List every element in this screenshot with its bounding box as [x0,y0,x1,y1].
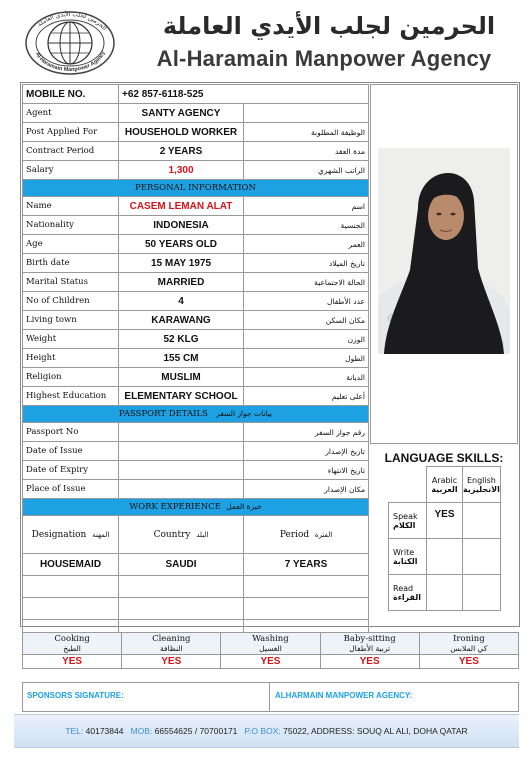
skill-name-arabic: الغسيل [259,643,282,653]
language-row [389,503,501,539]
table-row [23,292,369,311]
table-row [23,273,369,292]
period-label-arabic: الفترة [314,530,333,539]
education-value: ELEMENTARY SCHOOL [119,387,244,406]
skill-washing [221,633,320,655]
tel-label: TEL: [65,726,84,736]
skill-name-arabic: الطبخ [63,643,81,653]
work-experience-heading [23,499,369,516]
write-arabic-value [427,539,463,575]
row-label-arabic: الطول [244,349,369,368]
letterhead [14,6,517,80]
table-row [23,235,369,254]
skill-cleaning [122,633,221,655]
table-row [23,368,369,387]
row-label-arabic: الجنسية [244,216,369,235]
arabic-label-arabic: العربية [431,484,458,494]
country-label-arabic: البلد [196,530,209,539]
table-row [23,142,369,161]
salary-value: 1,300 [119,161,244,180]
row-label: Age [23,235,119,254]
place-of-issue-value [119,480,244,499]
speak-english-value [463,503,501,539]
table-row [23,349,369,368]
sponsor-signature-label: SPONSORS SIGNATURE: [27,691,124,700]
write-english-value [463,539,501,575]
date-of-issue-value [119,442,244,461]
work-heading-english: WORK EXPERIENCE [129,502,221,512]
speak-arabic-value: YES [427,503,463,539]
table-row [23,123,369,142]
applicant-photo [378,148,510,354]
read-label: Read [393,583,414,593]
read-label-arabic: القراءة [393,592,422,602]
skills-values-row [23,655,519,669]
row-label-arabic: الراتب الشهري [244,161,369,180]
arabic-column-header [427,467,463,503]
period-label: Period [279,529,310,540]
speak-row-label [389,503,427,539]
skill-name: Ironing [453,633,485,644]
row-label-arabic: تاريخ الميلاد [244,254,369,273]
personal-info-heading: PERSONAL INFORMATION [23,180,369,197]
language-row [389,575,501,611]
read-row-label [389,575,427,611]
row-label: Religion [23,368,119,387]
section-header [23,180,369,197]
row-label-arabic: اسم [244,197,369,216]
mob-label: MOB: [130,726,153,736]
globe-logo-icon [24,10,116,76]
signature-block [22,682,519,712]
english-label: English [466,475,496,485]
skill-name-arabic: النظافة [159,643,183,653]
row-label: Nationality [23,216,119,235]
row-label: Date of Expiry [23,461,119,480]
language-skills-title: LANGUAGE SKILLS: [384,451,504,465]
skill-value: YES [23,655,122,669]
skill-name: Cooking [54,633,90,644]
work-row-empty [23,598,369,620]
designation-label-arabic: المهنة [92,530,110,539]
agency-title-english: Al-Haramain Manpower Agency [156,46,492,71]
row-label-arabic: العمر [244,235,369,254]
agency-title-arabic: الحرمين لجلب الأيدي العاملة [162,12,496,40]
row-label: Salary [23,161,119,180]
row-label-arabic: مكان السكن [244,311,369,330]
work-country: SAUDI [119,554,244,576]
write-label: Write [393,547,415,557]
skill-name: Baby-sitting [343,633,396,644]
country-header [119,516,244,554]
work-row [23,554,369,576]
english-column-header [463,467,501,503]
row-label: Living town [23,311,119,330]
row-label-arabic: أعلى تعليم [244,387,369,406]
language-row [389,539,501,575]
table-row [23,330,369,349]
height-value: 155 CM [119,349,244,368]
row-label: Passport No [23,423,119,442]
skill-value: YES [122,655,221,669]
skill-value: YES [320,655,419,669]
skill-value: YES [221,655,320,669]
row-label-arabic: الوظيفة المطلوبة [244,123,369,142]
table-row [23,423,369,442]
table-row [23,311,369,330]
agent-value: SANTY AGENCY [119,104,244,123]
name-value: CASEM LEMAN ALAT [119,197,244,216]
row-label: Name [23,197,119,216]
work-row-empty [23,576,369,598]
mobile-row [23,85,369,104]
table-row [23,104,369,123]
po-box-label: P.O BOX: [244,726,281,736]
children-value: 4 [119,292,244,311]
arabic-label: Arabic [431,475,458,485]
row-label: Post Applied For [23,123,119,142]
row-label: Place of Issue [23,480,119,499]
divider [269,683,270,711]
skill-name-arabic: تربية الأطفال [349,643,391,653]
row-label-arabic: الحالة الاجتماعية [244,273,369,292]
speak-label: Speak [393,511,418,521]
post-applied-value: HOUSEHOLD WORKER [119,123,244,142]
table-row [23,161,369,180]
row-label: Height [23,349,119,368]
row-label: Date of Issue [23,442,119,461]
birth-date-value: 15 MAY 1975 [119,254,244,273]
row-label-arabic: مدة العقد [244,142,369,161]
skill-value: YES [419,655,518,669]
applicant-details-table [22,84,369,642]
age-value: 50 YEARS OLD [119,235,244,254]
passport-heading-english: PASSPORT DETAILS [118,409,208,419]
read-english-value [463,575,501,611]
row-label: Birth date [23,254,119,273]
skill-name-arabic: كي الملابس [450,643,488,653]
row-label-arabic: مكان الإصدار [244,480,369,499]
row-label-arabic: الديانة [244,368,369,387]
table-row [23,197,369,216]
row-label: Weight [23,330,119,349]
tel-value: 40173844 [85,726,124,736]
row-label: No of Children [23,292,119,311]
passport-heading-arabic: بيانات جواز السفر [216,409,273,418]
passport-heading [23,406,369,423]
skill-ironing [419,633,518,655]
logo-ring-english: Al-Haramain Manpower Agency [33,50,107,74]
table-row [23,387,369,406]
row-label-arabic: تاريخ الإصدار [244,442,369,461]
table-row [23,480,369,499]
marital-status-value: MARRIED [119,273,244,292]
row-label: Contract Period [23,142,119,161]
language-skills-table [388,466,501,611]
work-columns-row [23,516,369,554]
speak-label-arabic: الكلام [393,520,416,530]
skill-cooking [23,633,122,655]
row-label-arabic: عدد الأطفال [244,292,369,311]
row-label-arabic: تاريخ الانتهاء [244,461,369,480]
row-label: Highest Education [23,387,119,406]
table-row [23,442,369,461]
period-header [244,516,369,554]
work-designation: HOUSEMAID [23,554,119,576]
table-row [23,216,369,235]
skills-names-row [23,633,519,655]
country-label: Country [153,529,191,540]
mobile-label: MOBILE NO. [23,85,119,104]
date-of-expiry-value [119,461,244,480]
skill-name: Cleaning [152,633,191,644]
passport-no-value [119,423,244,442]
contract-period-value: 2 YEARS [119,142,244,161]
skill-name: Washing [252,633,289,644]
living-town-value: KARAWANG [119,311,244,330]
section-header [23,499,369,516]
logo-ring-arabic: الحرمين لجلب الأيدي العاملة [36,10,108,32]
row-label: Agent [23,104,119,123]
weight-value: 52 KLG [119,330,244,349]
work-period: 7 YEARS [244,554,369,576]
table-row [23,461,369,480]
mobile-value: +62 857-6118-525 [119,85,369,104]
row-label-arabic [244,104,369,123]
read-arabic-value [427,575,463,611]
religion-value: MUSLIM [119,368,244,387]
designation-label: Designation [31,529,87,540]
skills-table [22,632,519,669]
po-box-address: 75022, ADDRESS: SOUQ AL ALI, DOHA QATAR [283,726,468,736]
nationality-value: INDONESIA [119,216,244,235]
section-header [23,406,369,423]
contact-footer [14,714,519,748]
table-row [23,254,369,273]
english-label-arabic: الانجليزية [463,484,500,494]
row-label-arabic: رقم جواز السفر [244,423,369,442]
designation-header [23,516,119,554]
row-label: Marital Status [23,273,119,292]
agency-signature-label: ALHARMAIN MANPOWER AGENCY: [275,691,413,700]
write-row-label [389,539,427,575]
skill-baby-sitting [320,633,419,655]
row-label-arabic: الوزن [244,330,369,349]
work-heading-arabic: خبرة العمل [226,502,262,511]
write-label-arabic: الكتابة [393,556,418,566]
mob-value: 66554625 / 70700171 [154,726,238,736]
